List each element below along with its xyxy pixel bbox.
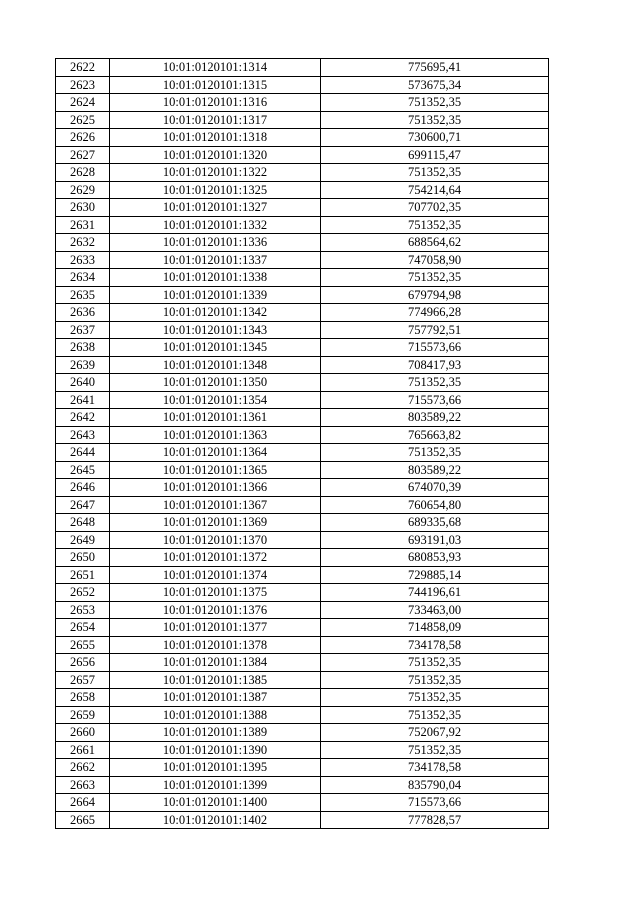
cadastral-value-cell: 747058,90	[321, 251, 549, 269]
cadastral-value-cell: 751352,35	[321, 706, 549, 724]
cadastral-value-cell: 751352,35	[321, 671, 549, 689]
cadastral-number-cell: 10:01:0120101:1364	[110, 444, 321, 462]
row-number-cell: 2636	[56, 304, 110, 322]
row-number-cell: 2656	[56, 654, 110, 672]
cadastral-value-cell: 803589,22	[321, 409, 549, 427]
cadastral-number-cell: 10:01:0120101:1384	[110, 654, 321, 672]
row-number-cell: 2646	[56, 479, 110, 497]
cadastral-number-cell: 10:01:0120101:1339	[110, 286, 321, 304]
cadastral-number-cell: 10:01:0120101:1345	[110, 339, 321, 357]
cadastral-value-cell: 765663,82	[321, 426, 549, 444]
cadastral-number-cell: 10:01:0120101:1376	[110, 601, 321, 619]
table-row	[56, 321, 549, 339]
row-number-cell: 2664	[56, 794, 110, 812]
table-row	[56, 251, 549, 269]
row-number-cell: 2641	[56, 391, 110, 409]
row-number-cell: 2653	[56, 601, 110, 619]
cadastral-number-cell: 10:01:0120101:1343	[110, 321, 321, 339]
cadastral-number-cell: 10:01:0120101:1375	[110, 584, 321, 602]
cadastral-value-cell: 688564,62	[321, 234, 549, 252]
cadastral-value-cell: 774966,28	[321, 304, 549, 322]
cadastral-value-cell: 751352,35	[321, 654, 549, 672]
table-row	[56, 269, 549, 287]
cadastral-value-cell: 752067,92	[321, 724, 549, 742]
row-number-cell: 2634	[56, 269, 110, 287]
row-number-cell: 2627	[56, 146, 110, 164]
table-row	[56, 181, 549, 199]
cadastral-value-cell: 751352,35	[321, 94, 549, 112]
cadastral-number-cell: 10:01:0120101:1348	[110, 356, 321, 374]
cadastral-number-cell: 10:01:0120101:1365	[110, 461, 321, 479]
row-number-cell: 2624	[56, 94, 110, 112]
cadastral-value-cell: 751352,35	[321, 216, 549, 234]
table-row	[56, 671, 549, 689]
cadastral-value-cell: 751352,35	[321, 741, 549, 759]
table-row	[56, 356, 549, 374]
row-number-cell: 2652	[56, 584, 110, 602]
row-number-cell: 2660	[56, 724, 110, 742]
table-row	[56, 794, 549, 812]
table-row	[56, 216, 549, 234]
row-number-cell: 2622	[56, 59, 110, 77]
row-number-cell: 2630	[56, 199, 110, 217]
cadastral-value-cell: 751352,35	[321, 111, 549, 129]
table-row	[56, 496, 549, 514]
row-number-cell: 2661	[56, 741, 110, 759]
cadastral-number-cell: 10:01:0120101:1318	[110, 129, 321, 147]
row-number-cell: 2631	[56, 216, 110, 234]
cadastral-number-cell: 10:01:0120101:1354	[110, 391, 321, 409]
cadastral-number-cell: 10:01:0120101:1322	[110, 164, 321, 182]
row-number-cell: 2638	[56, 339, 110, 357]
table-row	[56, 531, 549, 549]
row-number-cell: 2633	[56, 251, 110, 269]
row-number-cell: 2637	[56, 321, 110, 339]
cadastral-value-cell: 715573,66	[321, 794, 549, 812]
table-row	[56, 584, 549, 602]
row-number-cell: 2651	[56, 566, 110, 584]
table-row	[56, 374, 549, 392]
cadastral-number-cell: 10:01:0120101:1325	[110, 181, 321, 199]
cadastral-value-cell: 729885,14	[321, 566, 549, 584]
cadastral-value-cell: 751352,35	[321, 164, 549, 182]
cadastral-value-cell: 730600,71	[321, 129, 549, 147]
cadastral-number-cell: 10:01:0120101:1377	[110, 619, 321, 637]
row-number-cell: 2635	[56, 286, 110, 304]
cadastral-number-cell: 10:01:0120101:1369	[110, 514, 321, 532]
cadastral-value-cell: 715573,66	[321, 391, 549, 409]
row-number-cell: 2654	[56, 619, 110, 637]
row-number-cell: 2623	[56, 76, 110, 94]
cadastral-value-cell: 679794,98	[321, 286, 549, 304]
table-row	[56, 636, 549, 654]
cadastral-number-cell: 10:01:0120101:1390	[110, 741, 321, 759]
cadastral-value-cell: 734178,58	[321, 636, 549, 654]
table-row	[56, 111, 549, 129]
cadastral-value-cell: 714858,09	[321, 619, 549, 637]
cadastral-number-cell: 10:01:0120101:1388	[110, 706, 321, 724]
table-row	[56, 619, 549, 637]
cadastral-number-cell: 10:01:0120101:1378	[110, 636, 321, 654]
table-row	[56, 566, 549, 584]
table-row	[56, 759, 549, 777]
table-row	[56, 444, 549, 462]
row-number-cell: 2650	[56, 549, 110, 567]
row-number-cell: 2640	[56, 374, 110, 392]
row-number-cell: 2645	[56, 461, 110, 479]
table-row	[56, 164, 549, 182]
cadastral-number-cell: 10:01:0120101:1361	[110, 409, 321, 427]
cadastral-value-cell: 674070,39	[321, 479, 549, 497]
cadastral-number-cell: 10:01:0120101:1332	[110, 216, 321, 234]
row-number-cell: 2658	[56, 689, 110, 707]
cadastral-number-cell: 10:01:0120101:1372	[110, 549, 321, 567]
table-row	[56, 811, 549, 829]
table-row	[56, 724, 549, 742]
cadastral-value-cell: 775695,41	[321, 59, 549, 77]
table-row	[56, 741, 549, 759]
cadastral-value-cell: 757792,51	[321, 321, 549, 339]
cadastral-number-cell: 10:01:0120101:1402	[110, 811, 321, 829]
row-number-cell: 2628	[56, 164, 110, 182]
cadastral-number-cell: 10:01:0120101:1399	[110, 776, 321, 794]
cadastral-number-cell: 10:01:0120101:1338	[110, 269, 321, 287]
cadastral-value-cell: 754214,64	[321, 181, 549, 199]
row-number-cell: 2626	[56, 129, 110, 147]
cadastral-value-cell: 733463,00	[321, 601, 549, 619]
row-number-cell: 2642	[56, 409, 110, 427]
cadastral-number-cell: 10:01:0120101:1320	[110, 146, 321, 164]
row-number-cell: 2649	[56, 531, 110, 549]
cadastral-number-cell: 10:01:0120101:1336	[110, 234, 321, 252]
row-number-cell: 2625	[56, 111, 110, 129]
table-row	[56, 601, 549, 619]
table-row	[56, 234, 549, 252]
table-row	[56, 146, 549, 164]
row-number-cell: 2632	[56, 234, 110, 252]
table-row	[56, 94, 549, 112]
table-row	[56, 426, 549, 444]
table-row	[56, 706, 549, 724]
cadastral-number-cell: 10:01:0120101:1370	[110, 531, 321, 549]
row-number-cell: 2629	[56, 181, 110, 199]
cadastral-number-cell: 10:01:0120101:1385	[110, 671, 321, 689]
table-row	[56, 304, 549, 322]
cadastral-number-cell: 10:01:0120101:1363	[110, 426, 321, 444]
cadastral-value-cell: 573675,34	[321, 76, 549, 94]
cadastral-number-cell: 10:01:0120101:1367	[110, 496, 321, 514]
cadastral-value-cell: 734178,58	[321, 759, 549, 777]
table-row	[56, 514, 549, 532]
cadastral-number-cell: 10:01:0120101:1316	[110, 94, 321, 112]
row-number-cell: 2662	[56, 759, 110, 777]
cadastral-number-cell: 10:01:0120101:1342	[110, 304, 321, 322]
table-row	[56, 479, 549, 497]
row-number-cell: 2639	[56, 356, 110, 374]
cadastral-number-cell: 10:01:0120101:1400	[110, 794, 321, 812]
row-number-cell: 2655	[56, 636, 110, 654]
cadastral-number-cell: 10:01:0120101:1350	[110, 374, 321, 392]
cadastral-value-cell: 707702,35	[321, 199, 549, 217]
cadastral-value-cell: 744196,61	[321, 584, 549, 602]
cadastral-value-cell: 835790,04	[321, 776, 549, 794]
table-row	[56, 129, 549, 147]
cadastral-value-cell: 699115,47	[321, 146, 549, 164]
row-number-cell: 2644	[56, 444, 110, 462]
cadastral-number-cell: 10:01:0120101:1317	[110, 111, 321, 129]
table-row	[56, 391, 549, 409]
row-number-cell: 2643	[56, 426, 110, 444]
table-body	[56, 59, 549, 829]
table-row	[56, 339, 549, 357]
cadastral-number-cell: 10:01:0120101:1366	[110, 479, 321, 497]
table-row	[56, 199, 549, 217]
row-number-cell: 2659	[56, 706, 110, 724]
row-number-cell: 2648	[56, 514, 110, 532]
table-row	[56, 59, 549, 77]
cadastral-number-cell: 10:01:0120101:1315	[110, 76, 321, 94]
row-number-cell: 2665	[56, 811, 110, 829]
cadastral-value-cell: 689335,68	[321, 514, 549, 532]
cadastral-number-cell: 10:01:0120101:1337	[110, 251, 321, 269]
table-row	[56, 776, 549, 794]
cadastral-number-cell: 10:01:0120101:1374	[110, 566, 321, 584]
cadastral-value-cell: 680853,93	[321, 549, 549, 567]
table-row	[56, 76, 549, 94]
cadastral-number-cell: 10:01:0120101:1395	[110, 759, 321, 777]
cadastral-value-cell: 708417,93	[321, 356, 549, 374]
cadastral-number-cell: 10:01:0120101:1387	[110, 689, 321, 707]
cadastral-value-cell: 751352,35	[321, 374, 549, 392]
cadastral-value-cell: 777828,57	[321, 811, 549, 829]
row-number-cell: 2663	[56, 776, 110, 794]
table-row	[56, 286, 549, 304]
row-number-cell: 2647	[56, 496, 110, 514]
cadastral-number-cell: 10:01:0120101:1389	[110, 724, 321, 742]
cadastral-value-cell: 803589,22	[321, 461, 549, 479]
table-row	[56, 654, 549, 672]
row-number-cell: 2657	[56, 671, 110, 689]
cadastral-value-table	[55, 58, 549, 829]
table-row	[56, 409, 549, 427]
cadastral-number-cell: 10:01:0120101:1314	[110, 59, 321, 77]
cadastral-value-cell: 751352,35	[321, 689, 549, 707]
cadastral-value-cell: 751352,35	[321, 269, 549, 287]
cadastral-value-cell: 760654,80	[321, 496, 549, 514]
table-row	[56, 461, 549, 479]
table-row	[56, 689, 549, 707]
cadastral-value-cell: 715573,66	[321, 339, 549, 357]
cadastral-value-cell: 693191,03	[321, 531, 549, 549]
cadastral-value-cell: 751352,35	[321, 444, 549, 462]
table-row	[56, 549, 549, 567]
cadastral-number-cell: 10:01:0120101:1327	[110, 199, 321, 217]
